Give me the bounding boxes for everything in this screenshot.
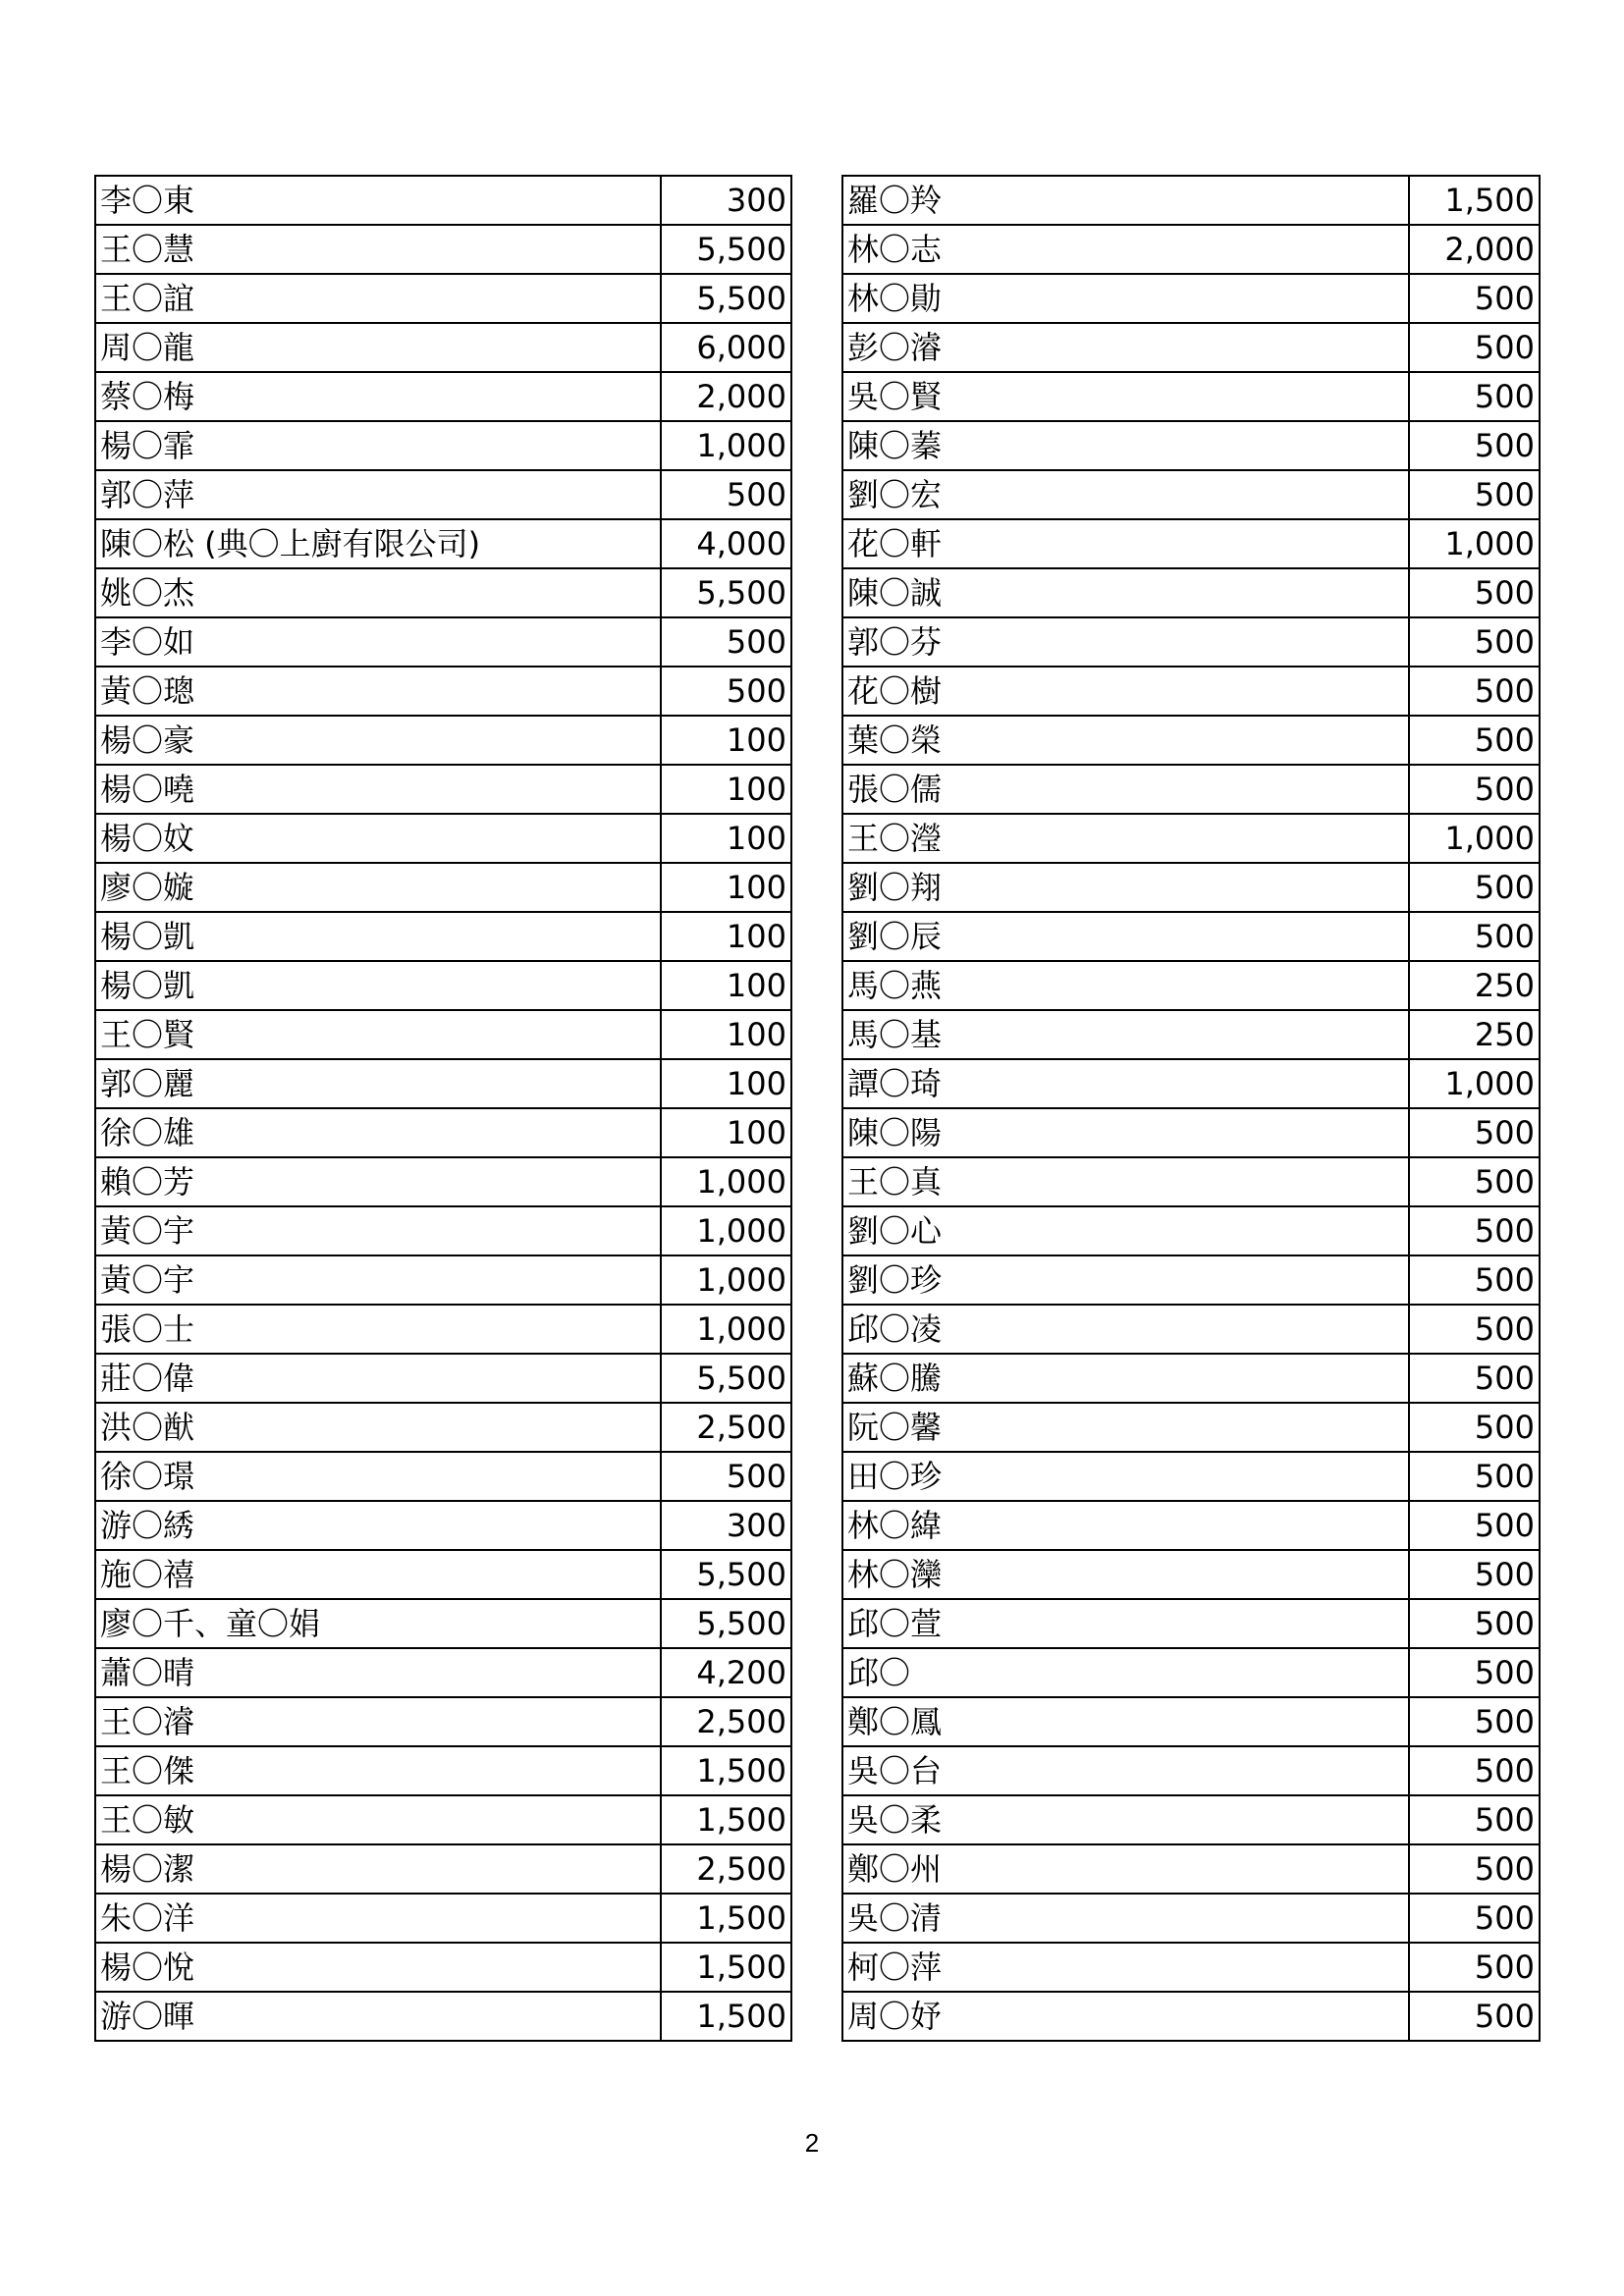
donor-name: 劉〇珍 <box>842 1255 1409 1305</box>
donor-name: 徐〇雄 <box>95 1108 661 1157</box>
donation-amount: 500 <box>1409 912 1540 961</box>
table-row <box>842 1305 1540 1354</box>
donor-name: 洪〇猷 <box>95 1403 661 1452</box>
donor-name: 郭〇麗 <box>95 1059 661 1108</box>
table-row <box>842 667 1540 716</box>
donation-amount: 1,000 <box>1409 519 1540 568</box>
donor-name: 蔡〇梅 <box>95 372 661 421</box>
donation-amount: 1,500 <box>661 1943 791 1992</box>
table-row <box>842 716 1540 765</box>
donation-amount: 2,000 <box>661 372 791 421</box>
donation-amount: 500 <box>1409 1992 1540 2041</box>
donor-table-left <box>94 175 792 2042</box>
donor-name: 王〇誼 <box>95 274 661 323</box>
donor-name: 阮〇馨 <box>842 1403 1409 1452</box>
donation-amount: 5,500 <box>661 1354 791 1403</box>
donor-name: 廖〇嫙 <box>95 863 661 912</box>
donor-name: 楊〇嘵 <box>95 765 661 814</box>
donor-name: 楊〇潔 <box>95 1844 661 1894</box>
donation-amount: 500 <box>1409 1943 1540 1992</box>
donation-amount: 500 <box>1409 1452 1540 1501</box>
donation-amount: 500 <box>1409 1157 1540 1206</box>
donation-amount: 1,500 <box>661 1894 791 1943</box>
table-row <box>842 1354 1540 1403</box>
table-row <box>842 1059 1540 1108</box>
donation-amount: 500 <box>1409 274 1540 323</box>
table-row <box>95 1059 791 1108</box>
table-row <box>95 1844 791 1894</box>
donor-name: 賴〇芳 <box>95 1157 661 1206</box>
table-row <box>842 765 1540 814</box>
donation-amount: 500 <box>1409 1648 1540 1697</box>
table-row <box>842 1501 1540 1550</box>
donor-name: 姚〇杰 <box>95 568 661 617</box>
table-row <box>842 617 1540 667</box>
table-row <box>842 1108 1540 1157</box>
donation-amount: 6,000 <box>661 323 791 372</box>
donation-amount: 500 <box>1409 1501 1540 1550</box>
donation-amount: 4,200 <box>661 1648 791 1697</box>
table-row <box>842 1943 1540 1992</box>
donor-name: 郭〇芬 <box>842 617 1409 667</box>
donor-name: 陳〇誠 <box>842 568 1409 617</box>
donor-name: 楊〇霏 <box>95 421 661 470</box>
table-row <box>842 961 1540 1010</box>
donor-name: 譚〇琦 <box>842 1059 1409 1108</box>
donation-amount: 300 <box>661 176 791 225</box>
donor-name: 馬〇基 <box>842 1010 1409 1059</box>
donor-name: 葉〇榮 <box>842 716 1409 765</box>
donation-amount: 100 <box>661 1010 791 1059</box>
donation-amount: 500 <box>1409 617 1540 667</box>
donation-amount: 500 <box>661 470 791 519</box>
donation-amount: 250 <box>1409 961 1540 1010</box>
donation-amount: 1,000 <box>661 1305 791 1354</box>
table-row <box>842 568 1540 617</box>
donor-name: 劉〇辰 <box>842 912 1409 961</box>
table-row <box>842 1157 1540 1206</box>
donation-amount: 500 <box>1409 1844 1540 1894</box>
donation-amount: 300 <box>661 1501 791 1550</box>
donor-name: 郭〇萍 <box>95 470 661 519</box>
table-row <box>842 1550 1540 1599</box>
table-row <box>95 814 791 863</box>
donation-amount: 4,000 <box>661 519 791 568</box>
donor-name: 吳〇賢 <box>842 372 1409 421</box>
donor-name: 林〇緯 <box>842 1501 1409 1550</box>
donation-amount: 2,500 <box>661 1844 791 1894</box>
donation-amount: 500 <box>1409 1746 1540 1795</box>
table-row <box>95 1697 791 1746</box>
donor-name: 王〇傑 <box>95 1746 661 1795</box>
donation-amount: 500 <box>1409 568 1540 617</box>
donation-amount: 500 <box>1409 1697 1540 1746</box>
donation-amount: 5,500 <box>661 1599 791 1648</box>
table-row <box>95 961 791 1010</box>
donor-name: 林〇勛 <box>842 274 1409 323</box>
donation-amount: 500 <box>1409 1354 1540 1403</box>
donation-amount: 500 <box>1409 372 1540 421</box>
donor-name: 王〇瀅 <box>842 814 1409 863</box>
donor-name: 朱〇洋 <box>95 1894 661 1943</box>
donation-amount: 1,000 <box>661 1206 791 1255</box>
donation-amount: 1,000 <box>1409 814 1540 863</box>
donation-amount: 500 <box>1409 1305 1540 1354</box>
donor-name: 花〇樹 <box>842 667 1409 716</box>
donor-name: 蕭〇晴 <box>95 1648 661 1697</box>
donation-amount: 500 <box>1409 323 1540 372</box>
table-row <box>95 225 791 274</box>
table-row <box>95 1354 791 1403</box>
donor-name: 莊〇偉 <box>95 1354 661 1403</box>
donor-name: 劉〇心 <box>842 1206 1409 1255</box>
donor-name: 林〇灤 <box>842 1550 1409 1599</box>
donor-name: 徐〇璟 <box>95 1452 661 1501</box>
table-row <box>842 1403 1540 1452</box>
donor-name: 李〇東 <box>95 176 661 225</box>
table-row <box>95 1795 791 1844</box>
donation-amount: 500 <box>1409 716 1540 765</box>
table-row <box>842 1648 1540 1697</box>
table-row <box>95 1992 791 2041</box>
table-row <box>95 519 791 568</box>
table-row <box>95 1648 791 1697</box>
table-row <box>842 225 1540 274</box>
donor-name: 楊〇豪 <box>95 716 661 765</box>
table-row <box>842 176 1540 225</box>
table-row <box>95 421 791 470</box>
donation-amount: 2,000 <box>1409 225 1540 274</box>
donor-name: 黃〇宇 <box>95 1206 661 1255</box>
donor-name: 李〇如 <box>95 617 661 667</box>
donor-name: 田〇珍 <box>842 1452 1409 1501</box>
table-row <box>842 274 1540 323</box>
donation-amount: 500 <box>1409 863 1540 912</box>
table-row <box>95 274 791 323</box>
donation-amount: 100 <box>661 912 791 961</box>
donor-name: 劉〇宏 <box>842 470 1409 519</box>
donation-amount: 1,500 <box>1409 176 1540 225</box>
donor-name: 游〇綉 <box>95 1501 661 1550</box>
table-row <box>95 1157 791 1206</box>
table-row <box>95 470 791 519</box>
table-row <box>95 568 791 617</box>
donation-amount: 1,000 <box>661 1255 791 1305</box>
donor-name: 陳〇陽 <box>842 1108 1409 1157</box>
donation-amount: 100 <box>661 1059 791 1108</box>
donation-amount: 1,500 <box>661 1795 791 1844</box>
donor-name: 王〇敏 <box>95 1795 661 1844</box>
table-row <box>95 1010 791 1059</box>
donor-name: 楊〇凱 <box>95 912 661 961</box>
donor-table-left-body <box>95 176 791 2041</box>
table-row <box>842 863 1540 912</box>
donor-name: 王〇濬 <box>95 1697 661 1746</box>
donation-amount: 500 <box>661 617 791 667</box>
donor-name: 游〇暉 <box>95 1992 661 2041</box>
donation-amount: 500 <box>1409 1795 1540 1844</box>
table-row <box>95 176 791 225</box>
donor-name: 吳〇清 <box>842 1894 1409 1943</box>
donor-name: 黃〇宇 <box>95 1255 661 1305</box>
donor-name: 楊〇凱 <box>95 961 661 1010</box>
donation-amount: 2,500 <box>661 1697 791 1746</box>
donation-amount: 500 <box>1409 667 1540 716</box>
donation-amount: 500 <box>1409 470 1540 519</box>
donor-name: 邱〇 <box>842 1648 1409 1697</box>
donor-name: 廖〇千、童〇娟 <box>95 1599 661 1648</box>
donor-name: 邱〇萱 <box>842 1599 1409 1648</box>
table-row <box>842 912 1540 961</box>
table-row <box>842 421 1540 470</box>
donor-name: 王〇賢 <box>95 1010 661 1059</box>
table-row <box>842 470 1540 519</box>
donor-name: 王〇真 <box>842 1157 1409 1206</box>
donation-amount: 5,500 <box>661 225 791 274</box>
donor-name: 陳〇蓁 <box>842 421 1409 470</box>
table-row <box>95 863 791 912</box>
table-row <box>842 1795 1540 1844</box>
donation-amount: 5,500 <box>661 568 791 617</box>
donor-name: 王〇慧 <box>95 225 661 274</box>
donation-amount: 5,500 <box>661 1550 791 1599</box>
table-row <box>95 1108 791 1157</box>
donor-name: 蘇〇騰 <box>842 1354 1409 1403</box>
donation-amount: 5,500 <box>661 274 791 323</box>
table-row <box>842 1844 1540 1894</box>
donor-name: 周〇龍 <box>95 323 661 372</box>
donor-name: 劉〇翔 <box>842 863 1409 912</box>
donation-amount: 1,000 <box>661 1157 791 1206</box>
table-row <box>842 1599 1540 1648</box>
donor-name: 張〇儒 <box>842 765 1409 814</box>
donor-name: 陳〇松 (典〇上廚有限公司) <box>95 519 661 568</box>
donor-table-right <box>841 175 1541 2042</box>
table-row <box>95 323 791 372</box>
donation-amount: 500 <box>661 1452 791 1501</box>
donation-amount: 500 <box>1409 1403 1540 1452</box>
donation-amount: 500 <box>1409 1599 1540 1648</box>
donor-name: 施〇禧 <box>95 1550 661 1599</box>
table-row <box>842 1255 1540 1305</box>
donor-table-right-body <box>842 176 1540 2041</box>
donor-name: 周〇妤 <box>842 1992 1409 2041</box>
page-number: 2 <box>804 2128 820 2158</box>
table-row <box>842 519 1540 568</box>
table-row <box>842 814 1540 863</box>
table-row <box>95 716 791 765</box>
table-row <box>95 372 791 421</box>
donor-name: 黃〇璁 <box>95 667 661 716</box>
table-row <box>842 323 1540 372</box>
table-row <box>95 912 791 961</box>
donation-amount: 250 <box>1409 1010 1540 1059</box>
donation-amount: 500 <box>1409 1108 1540 1157</box>
table-row <box>842 1894 1540 1943</box>
donation-amount: 1,000 <box>661 421 791 470</box>
table-row <box>842 372 1540 421</box>
table-row <box>95 1305 791 1354</box>
table-row <box>95 667 791 716</box>
donor-name: 張〇士 <box>95 1305 661 1354</box>
donor-name: 彭〇濬 <box>842 323 1409 372</box>
donation-amount: 2,500 <box>661 1403 791 1452</box>
table-row <box>95 1746 791 1795</box>
table-row <box>95 765 791 814</box>
donation-amount: 100 <box>661 765 791 814</box>
donor-name: 楊〇妏 <box>95 814 661 863</box>
table-row <box>95 1452 791 1501</box>
table-row <box>95 617 791 667</box>
donation-amount: 500 <box>1409 1550 1540 1599</box>
table-row <box>95 1550 791 1599</box>
table-row <box>842 1452 1540 1501</box>
donation-amount: 500 <box>1409 1255 1540 1305</box>
donor-name: 吳〇台 <box>842 1746 1409 1795</box>
donation-amount: 1,500 <box>661 1746 791 1795</box>
table-row <box>95 1599 791 1648</box>
table-row <box>95 1501 791 1550</box>
table-row <box>842 1206 1540 1255</box>
donation-amount: 500 <box>661 667 791 716</box>
table-row <box>95 1403 791 1452</box>
table-row <box>842 1992 1540 2041</box>
donor-name: 柯〇萍 <box>842 1943 1409 1992</box>
donor-name: 楊〇悅 <box>95 1943 661 1992</box>
donation-amount: 100 <box>661 1108 791 1157</box>
table-row <box>842 1746 1540 1795</box>
table-row <box>95 1255 791 1305</box>
table-row <box>95 1894 791 1943</box>
donor-name: 林〇志 <box>842 225 1409 274</box>
donation-amount: 500 <box>1409 1206 1540 1255</box>
donor-name: 吳〇柔 <box>842 1795 1409 1844</box>
donation-amount: 1,000 <box>1409 1059 1540 1108</box>
table-row <box>842 1010 1540 1059</box>
donation-amount: 100 <box>661 716 791 765</box>
donor-name: 花〇軒 <box>842 519 1409 568</box>
table-row <box>95 1206 791 1255</box>
donation-amount: 500 <box>1409 1894 1540 1943</box>
donor-name: 鄭〇鳳 <box>842 1697 1409 1746</box>
donation-amount: 500 <box>1409 765 1540 814</box>
donation-amount: 100 <box>661 961 791 1010</box>
donor-name: 羅〇羚 <box>842 176 1409 225</box>
table-row <box>95 1943 791 1992</box>
donor-name: 馬〇燕 <box>842 961 1409 1010</box>
donation-amount: 100 <box>661 863 791 912</box>
donor-name: 邱〇凌 <box>842 1305 1409 1354</box>
donor-name: 鄭〇州 <box>842 1844 1409 1894</box>
table-row <box>842 1697 1540 1746</box>
donation-amount: 500 <box>1409 421 1540 470</box>
donation-amount: 100 <box>661 814 791 863</box>
donation-amount: 1,500 <box>661 1992 791 2041</box>
